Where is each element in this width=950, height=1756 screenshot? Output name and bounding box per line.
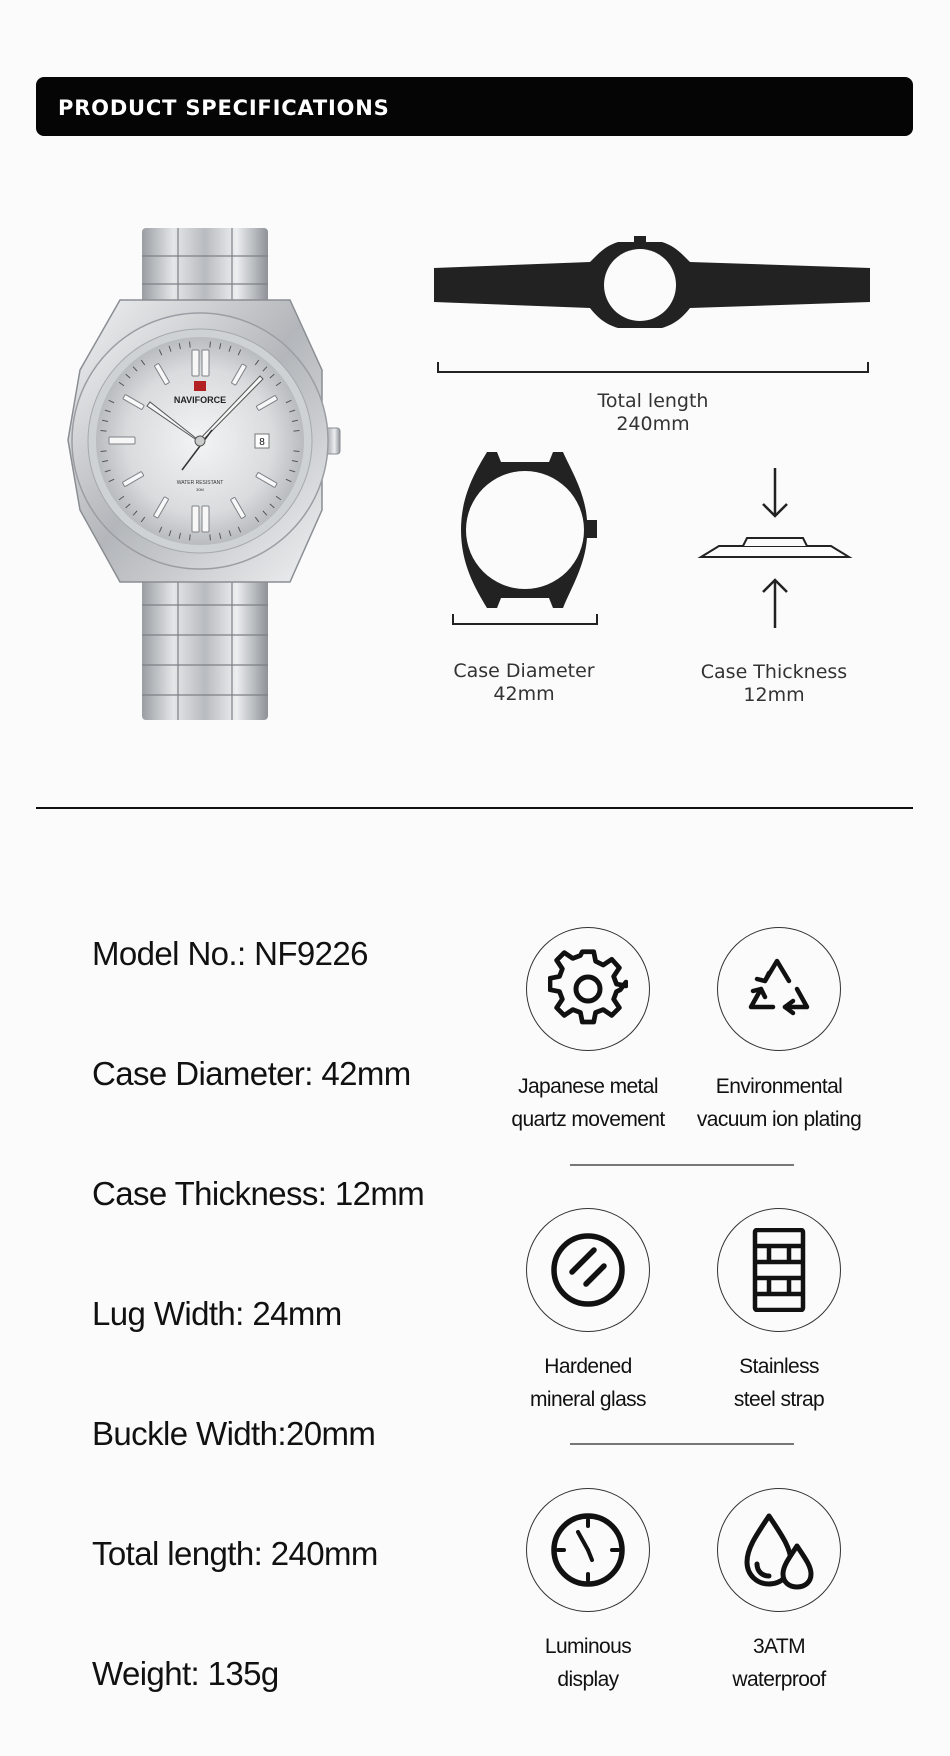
feature-plating-label: Environmental vacuum ion plating (696, 1075, 862, 1131)
spec-total-length: Total length: 240mm (92, 1535, 378, 1572)
feature-movement (526, 927, 650, 1051)
section-divider (36, 807, 913, 809)
feature-strap-label: Stainless steel strap (733, 1355, 825, 1411)
feature-waterproof-label: 3ATM waterproof (732, 1635, 826, 1691)
glass-icon (548, 1230, 628, 1310)
recycle-icon (741, 951, 817, 1027)
feature-strap (717, 1208, 841, 1332)
feature-luminous (526, 1488, 650, 1612)
feature-separator (570, 1164, 794, 1166)
feature-waterproof (717, 1488, 841, 1612)
spec-case-thickness: Case Thickness: 12mm (92, 1175, 425, 1212)
case-diameter-value: 42mm (493, 683, 555, 705)
spec-lug-width: Lug Width: 24mm (92, 1295, 342, 1332)
dial-water-text: WATER RESISTANT (176, 480, 224, 486)
date-window: 8 (259, 437, 265, 448)
total-length-label: Total length (597, 390, 709, 412)
spec-model-no: Model No.: NF9226 (92, 935, 368, 972)
dial-depth-text: 30M (196, 487, 204, 492)
feature-luminous-label: Luminous display (544, 1635, 632, 1691)
spec-buckle-width: Buckle Width:20mm (92, 1415, 376, 1452)
section-title: PRODUCT SPECIFICATIONS (58, 96, 390, 120)
feature-movement-label: Japanese metal quartz movement (511, 1075, 665, 1131)
total-length-value: 240mm (616, 413, 690, 435)
spec-case-diameter: Case Diameter: 42mm (92, 1055, 411, 1092)
case-diameter-diagram (445, 448, 605, 628)
feature-glass (526, 1208, 650, 1332)
water-drops-icon (739, 1510, 819, 1590)
feature-separator (570, 1443, 794, 1445)
case-thickness-diagram (695, 462, 855, 632)
case-diameter-label: Case Diameter (453, 660, 595, 682)
case-thickness-label: Case Thickness (700, 661, 848, 683)
gear-icon (548, 949, 628, 1029)
strap-length-diagram (430, 236, 875, 376)
brand-logo-text: NAVIFORCE (173, 395, 227, 405)
strap-icon (749, 1228, 809, 1312)
feature-plating (717, 927, 841, 1051)
clock-icon (548, 1510, 628, 1590)
feature-glass-label: Hardened mineral glass (530, 1355, 646, 1411)
case-thickness-value: 12mm (743, 684, 805, 706)
watch-image (60, 220, 360, 730)
spec-weight: Weight: 135g (92, 1655, 279, 1692)
